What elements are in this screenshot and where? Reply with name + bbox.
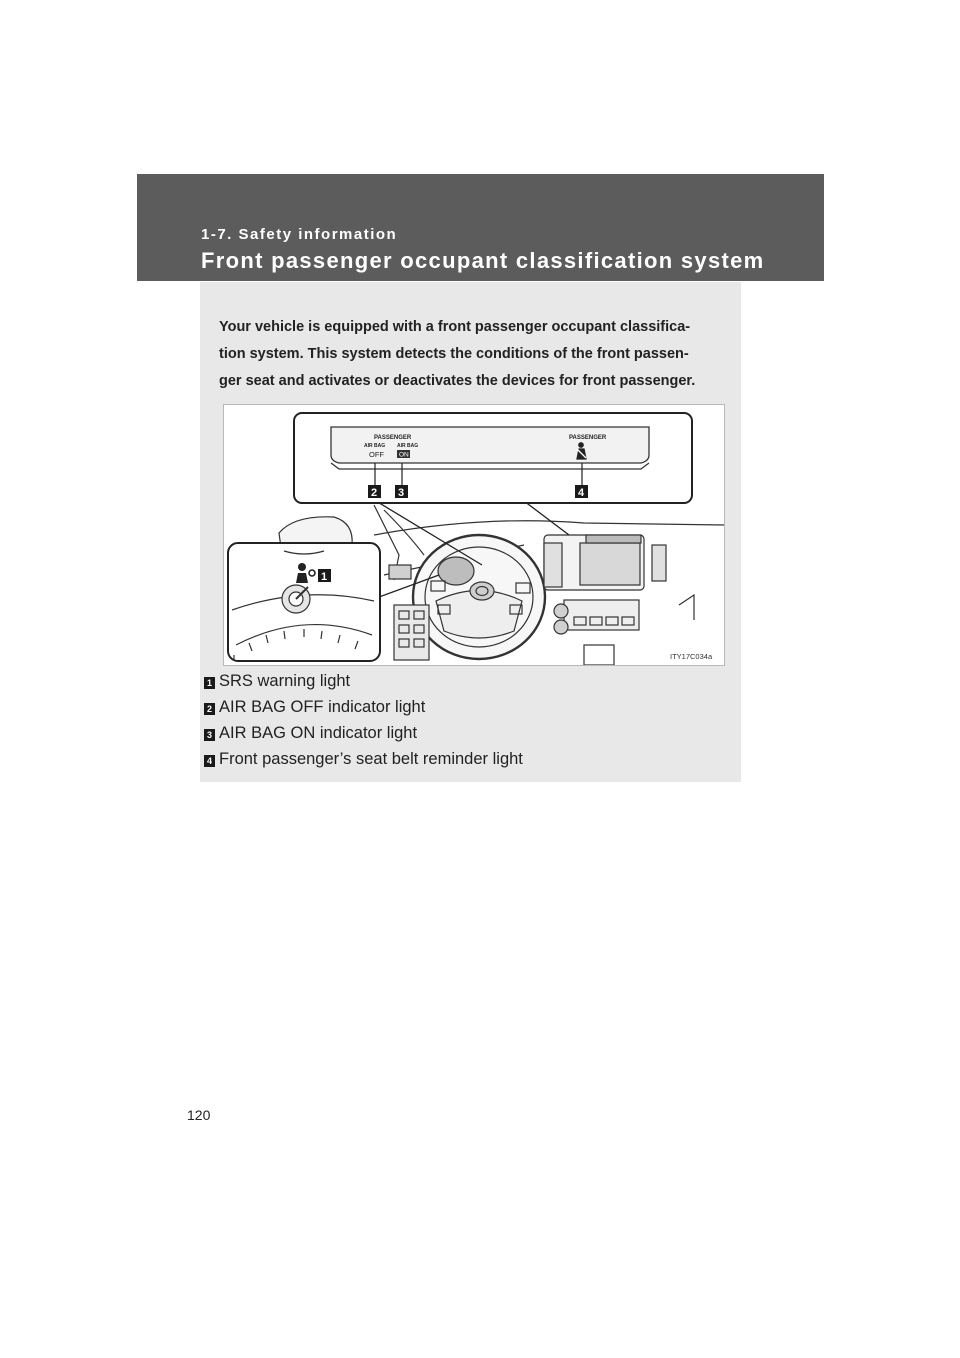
legend-label: AIR BAG OFF indicator light (219, 698, 426, 716)
callout-3 (395, 485, 408, 499)
image-code: ITY17C034a (670, 652, 713, 661)
legend-label: AIR BAG ON indicator light (219, 724, 418, 742)
legend-number: 2 (204, 703, 215, 715)
page-title: Front passenger occupant classification system (201, 248, 765, 273)
svg-text:4: 4 (578, 487, 585, 499)
airbag-off-value: OFF (369, 450, 384, 459)
legend-label: Front passenger’s seat belt reminder light (219, 750, 523, 768)
intro-line: ger seat and activates or deactivates the devices for front passenger. (219, 373, 696, 389)
page-number: 120 (187, 1107, 211, 1123)
passenger-label-right: PASSENGER (569, 435, 607, 441)
content-panel (200, 282, 741, 782)
intro-paragraph (219, 314, 729, 395)
legend-number: 3 (204, 729, 215, 741)
legend-item (204, 746, 523, 772)
callout-2 (368, 485, 381, 499)
svg-text:3: 3 (398, 487, 405, 499)
legend-item (204, 720, 523, 746)
airbag-on-label: AIR BAG (397, 443, 419, 449)
passenger-label-left: PASSENGER (374, 435, 412, 441)
legend-item (204, 694, 523, 720)
dashboard-illustration (223, 404, 725, 666)
airbag-off-label: AIR BAG (364, 443, 386, 449)
svg-text:1: 1 (321, 571, 328, 583)
legend-item (204, 668, 523, 694)
legend-number: 4 (204, 755, 215, 767)
callout-4 (575, 485, 588, 499)
callout-1 (318, 569, 331, 583)
legend-list (204, 668, 523, 772)
svg-text:2: 2 (371, 487, 378, 499)
legend-label: SRS warning light (219, 672, 351, 690)
legend-number: 1 (204, 677, 215, 689)
section-header (137, 174, 824, 281)
intro-line: Your vehicle is equipped with a front passenger occupant classifica- (219, 319, 691, 335)
section-label: 1-7. Safety information (201, 226, 398, 243)
airbag-on-value: ON (399, 451, 409, 459)
intro-line: tion system. This system detects the conditions of the front passen- (219, 346, 689, 362)
